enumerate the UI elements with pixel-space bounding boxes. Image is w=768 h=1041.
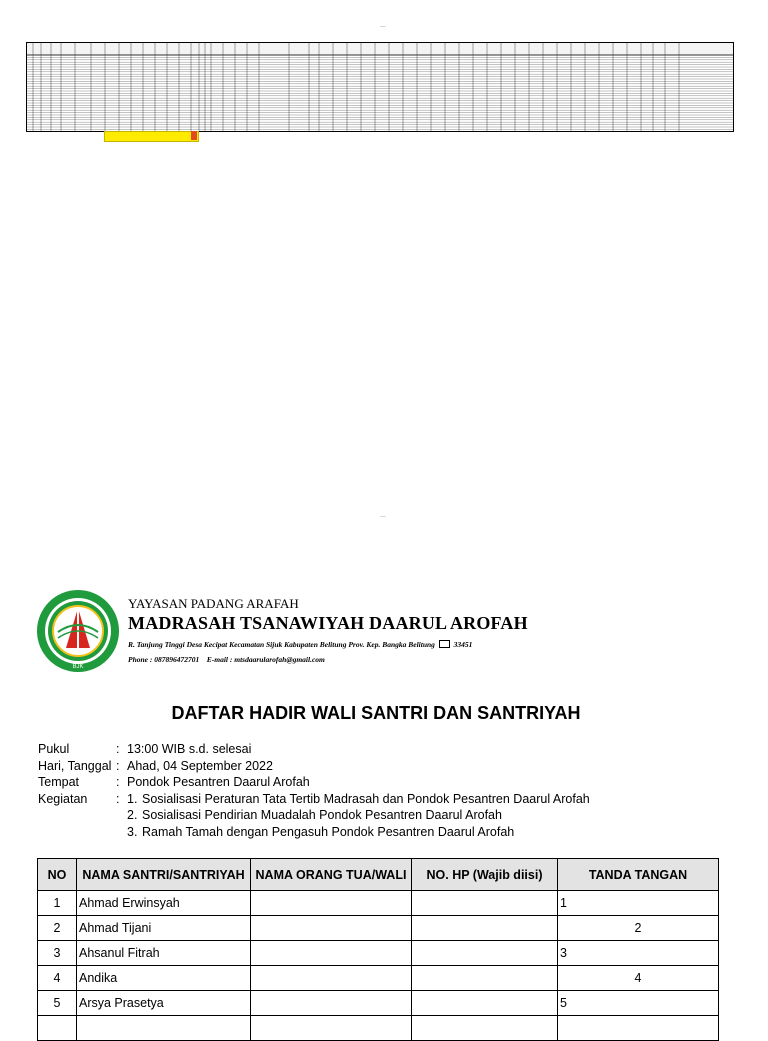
table-row	[38, 916, 719, 941]
cell-student-name: Ahmad Erwinsyah	[77, 891, 251, 916]
table-header-row	[38, 859, 719, 891]
cell-phone[interactable]	[412, 1016, 558, 1041]
cell-phone[interactable]	[412, 991, 558, 1016]
cell-no: 4	[38, 966, 77, 991]
cell-student-name: Ahsanul Fitrah	[77, 941, 251, 966]
table-row	[38, 941, 719, 966]
email-text: E-mail : mtsdaarularofah@gmail.com	[206, 655, 325, 664]
cell-student-name: Andika	[77, 966, 251, 991]
info-colon: :	[116, 758, 120, 773]
cell-signature[interactable]: 5	[558, 991, 719, 1016]
info-colon: :	[116, 791, 120, 806]
cell-signature[interactable]: 1	[558, 891, 719, 916]
cell-signature[interactable]: 3	[558, 941, 719, 966]
postal-code: 33451	[453, 640, 473, 649]
info-value: Ahad, 04 September 2022	[127, 758, 273, 773]
cell-parent-name[interactable]	[251, 891, 412, 916]
cell-phone[interactable]	[412, 891, 558, 916]
agenda-row	[38, 807, 590, 824]
cell-parent-name[interactable]	[251, 916, 412, 941]
cell-phone[interactable]	[412, 966, 558, 991]
page-separator-top	[380, 26, 386, 27]
table-row-partial	[38, 1016, 719, 1041]
cell-student-name: Ahmad Tijani	[77, 916, 251, 941]
cell-no	[38, 1016, 77, 1041]
cell-student-name	[77, 1016, 251, 1041]
agenda-item	[127, 824, 514, 841]
cell-parent-name[interactable]	[251, 1016, 412, 1041]
spreadsheet-grid	[27, 43, 733, 131]
page-separator-middle	[380, 516, 386, 517]
spreadsheet-highlight-cell	[104, 131, 199, 142]
logo-text: BJK	[72, 664, 84, 670]
school-name: MADRASAH TSANAWIYAH DAARUL AROFAH	[128, 613, 528, 633]
cell-phone[interactable]	[412, 941, 558, 966]
info-value: Pondok Pesantren Daarul Arofah	[127, 775, 310, 789]
cell-parent-name[interactable]	[251, 966, 412, 991]
agenda-text: Sosialisasi Pendirian Muadalah Pondok Pesantren Daarul Arofah	[142, 808, 502, 822]
cell-no: 1	[38, 891, 77, 916]
info-label: Hari, Tanggal	[38, 758, 112, 773]
agenda-text: Ramah Tamah dengan Pengasuh Pondok Pesantren Daarul Arofah	[142, 824, 515, 839]
agenda-text: Sosialisasi Peraturan Tata Tertib Madrasah dan Pondok Pesantren Daarul Arofah	[142, 791, 590, 806]
agenda-item	[127, 791, 590, 808]
school-contact	[128, 655, 325, 664]
header-signature: TANDA TANGAN	[558, 859, 719, 891]
info-label: Pukul	[38, 742, 70, 756]
header-phone: NO. HP (Wajib diisi)	[412, 859, 558, 891]
envelope-icon	[439, 640, 450, 648]
info-label: Kegiatan	[38, 791, 88, 806]
cell-parent-name[interactable]	[251, 991, 412, 1016]
agenda-number: 3.	[127, 824, 138, 839]
info-row-date	[38, 758, 590, 775]
info-colon: :	[116, 775, 120, 789]
info-row-time	[38, 741, 590, 758]
info-label: Tempat	[38, 775, 79, 789]
attendance-table	[37, 858, 719, 1041]
phone-text: Phone : 087896472701	[128, 655, 200, 664]
cell-signature[interactable]	[558, 1016, 719, 1041]
document-title: DAFTAR HADIR WALI SANTRI DAN SANTRIYAH	[171, 703, 581, 723]
agenda-number: 1.	[127, 791, 138, 806]
header-parent-name: NAMA ORANG TUA/WALI	[251, 859, 412, 891]
cell-student-name: Arsya Prasetya	[77, 991, 251, 1016]
header-student-name: NAMA SANTRI/SANTRIYAH	[77, 859, 251, 891]
school-address	[128, 639, 472, 649]
info-row-activity	[38, 791, 590, 808]
table-row	[38, 966, 719, 991]
cell-parent-name[interactable]	[251, 941, 412, 966]
cell-no: 5	[38, 991, 77, 1016]
info-value: 13:00 WIB s.d. selesai	[127, 742, 252, 756]
cell-no: 2	[38, 916, 77, 941]
cell-phone[interactable]	[412, 916, 558, 941]
table-row	[38, 891, 719, 916]
cell-signature[interactable]: 2	[558, 916, 719, 941]
event-info	[38, 741, 590, 840]
foundation-name: YAYASAN PADANG ARAFAH	[128, 596, 299, 611]
table-row	[38, 991, 719, 1016]
agenda-item	[127, 807, 502, 824]
cell-no: 3	[38, 941, 77, 966]
address-text: R. Tanjung Tinggi Desa Kecipat Kecamatan Sijuk Kabupaten Belitung Prov. Kep. Bangka Belitung	[128, 640, 435, 649]
agenda-number: 2.	[127, 808, 138, 822]
cell-signature[interactable]: 4	[558, 966, 719, 991]
spreadsheet-thumbnail	[26, 42, 734, 132]
spreadsheet-highlight-marker	[191, 131, 197, 140]
info-colon: :	[116, 742, 120, 756]
header-no: NO	[38, 859, 77, 891]
school-logo-icon	[36, 588, 120, 674]
agenda-row	[38, 824, 590, 841]
info-row-place	[38, 774, 590, 791]
